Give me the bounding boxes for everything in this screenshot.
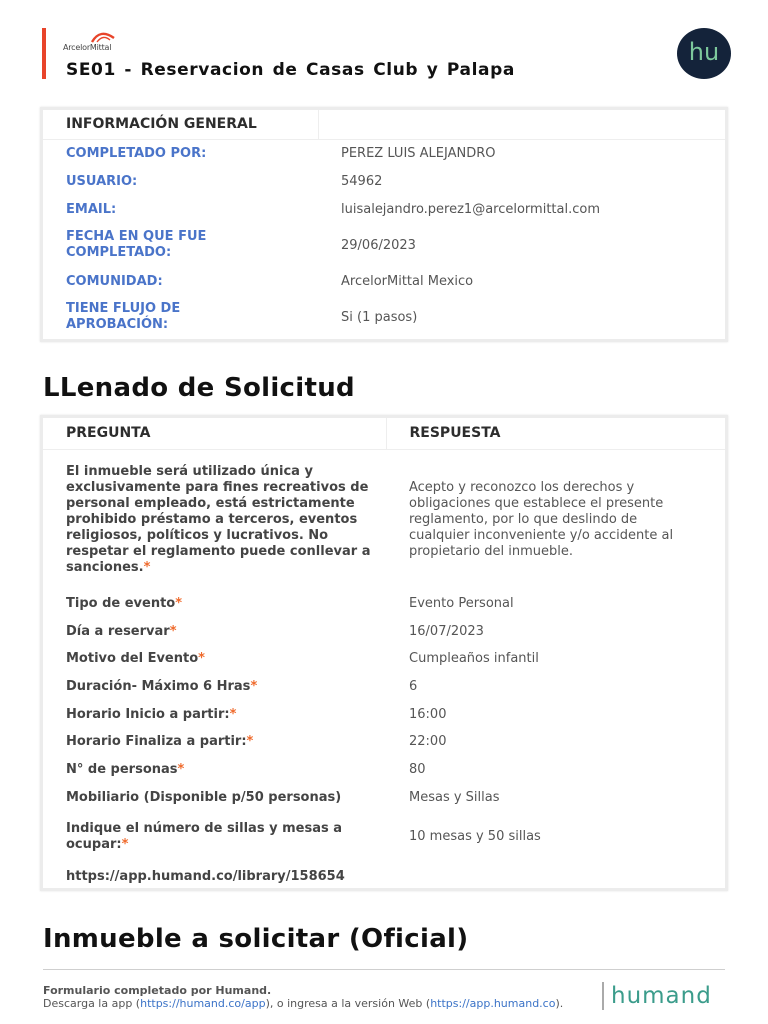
required-asterisk: *: [177, 762, 185, 777]
arcelormittal-logo: [62, 30, 118, 54]
footer-links: Descarga la app (https://humand.co/app), o ingresa a la versión Web (https://app.humand.co).: [43, 997, 564, 1010]
question-text: Horario Finaliza a partir:*: [66, 734, 254, 749]
footer-credit: Formulario completado por Humand.: [43, 984, 272, 997]
info-value: 29/06/2023: [341, 237, 416, 253]
required-asterisk: *: [250, 679, 258, 694]
info-label: COMPLETADO POR:: [66, 145, 207, 161]
section-title-solicitud: LLenado de Solicitud: [43, 373, 355, 403]
question-text: Duración- Máximo 6 Hras*: [66, 679, 258, 694]
column-header-question: PREGUNTA: [43, 418, 386, 449]
question-text: El inmueble será utilizado única y exclusivamente para fines recreativos de personal empleado, está estrictamente prohibido préstamo a terceros, eventos religiosos, políticos y lucrativos. No respetar el reglamento puede conllevar a sanciones.*: [66, 463, 371, 575]
required-asterisk: *: [169, 623, 177, 639]
header-accent-bar: [42, 28, 46, 79]
required-asterisk: *: [143, 559, 151, 575]
footer-logo-divider: [602, 982, 604, 1010]
answer-text: Acepto y reconozco los derechos y obligaciones que establece el presente reglamento, por lo que deslindo de cualquier inconveniente y/o accidente al propietario del inmueble.: [409, 479, 674, 559]
info-heading-spacer: [318, 110, 725, 139]
question-text: Motivo del Evento*: [66, 651, 205, 666]
question-text: Horario Inicio a partir:*: [66, 706, 237, 722]
web-link[interactable]: https://app.humand.co: [430, 997, 556, 1010]
required-asterisk: *: [246, 734, 254, 749]
info-value: 54962: [341, 173, 383, 189]
logo-text: ArcelorMittal: [63, 43, 112, 52]
info-heading: INFORMACIÓN GENERAL: [43, 110, 318, 139]
arcelormittal-arc-icon: [90, 30, 116, 43]
question-text: Día a reservar*: [66, 623, 177, 639]
info-value: ArcelorMittal Mexico: [341, 273, 474, 289]
info-label: TIENE FLUJO DE APROBACIÓN:: [66, 301, 181, 332]
info-value: Si (1 pasos): [341, 309, 418, 325]
humand-logo: humand: [611, 983, 712, 1009]
answer-text: 80: [409, 762, 426, 777]
humand-badge: hu: [677, 28, 731, 79]
library-link[interactable]: https://app.humand.co/library/158654: [66, 868, 345, 884]
footer-divider: [43, 969, 725, 970]
answer-text: 22:00: [409, 734, 447, 749]
answer-text: 10 mesas y 50 sillas: [409, 829, 541, 844]
info-label: USUARIO:: [66, 173, 138, 189]
column-header-answer: RESPUESTA: [386, 418, 725, 449]
answer-text: Mesas y Sillas: [409, 790, 500, 805]
question-text: Tipo de evento*: [66, 596, 183, 611]
answer-text: Cumpleaños infantil: [409, 651, 539, 666]
question-text: Indique el número de sillas y mesas a ocupar:*: [66, 821, 342, 852]
question-text: N° de personas*: [66, 762, 185, 777]
app-link[interactable]: https://humand.co/app: [140, 997, 266, 1010]
required-asterisk: *: [175, 596, 183, 611]
info-value: PEREZ LUIS ALEJANDRO: [341, 145, 496, 161]
section-title-inmueble: Inmueble a solicitar (Oficial): [43, 924, 469, 954]
answer-text: Evento Personal: [409, 596, 514, 611]
info-label: EMAIL:: [66, 201, 117, 217]
form-answers-card: [40, 415, 728, 891]
answer-text: 6: [409, 679, 418, 694]
answer-text: [386, 862, 725, 891]
required-asterisk: *: [121, 837, 129, 852]
info-value: luisalejandro.perez1@arcelormittal.com: [341, 201, 600, 217]
question-text: Mobiliario (Disponible p/50 personas): [66, 790, 342, 805]
required-asterisk: *: [229, 706, 237, 722]
required-asterisk: *: [198, 651, 205, 666]
general-info-card: [40, 107, 728, 342]
answer-text: 16/07/2023: [409, 623, 484, 639]
answer-text: 16:00: [409, 706, 447, 722]
page-title: SE01 - Reservacion de Casas Club y Palapa: [66, 60, 515, 80]
info-label: FECHA EN QUE FUE COMPLETADO:: [66, 229, 207, 260]
info-label: COMUNIDAD:: [66, 273, 163, 289]
